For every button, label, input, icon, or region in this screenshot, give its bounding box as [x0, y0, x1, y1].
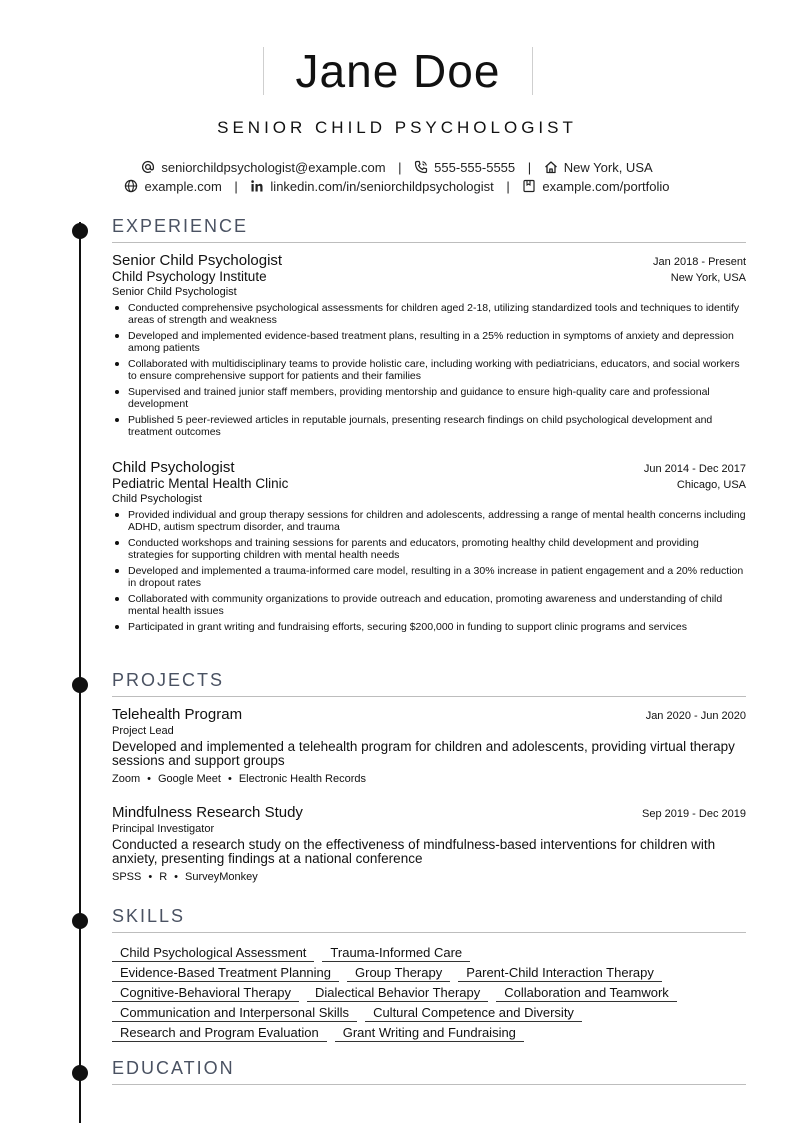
job-role: Child Psychologist	[112, 459, 235, 476]
skill-tag: Cultural Competence and Diversity	[365, 1005, 582, 1022]
project-tag: Electronic Health Records	[238, 773, 366, 785]
contact-row-1	[0, 160, 794, 175]
bullet-item: Participated in grant writing and fundraising efforts, securing $200,000 in funding to support clinic programs and services	[112, 621, 746, 633]
project-tag: Google Meet	[157, 773, 221, 785]
website-link[interactable]: example.com	[144, 179, 222, 194]
separator: |	[234, 179, 238, 194]
job-dates: Jan 2018 - Present	[653, 256, 746, 268]
project-tags: Zoom • Google Meet • Electronic Health Records	[112, 773, 366, 785]
skill-tag: Grant Writing and Fundraising	[335, 1025, 524, 1042]
section-heading-education: EDUCATION	[112, 1058, 746, 1085]
job-bullets	[112, 509, 746, 633]
bullet-item: Conducted workshops and training sessions for parents and educators, promoting healthy child development and providing strategies for supporting children with mental health needs	[112, 537, 746, 561]
job-dates: Jun 2014 - Dec 2017	[643, 463, 746, 475]
skill-tag: Group Therapy	[347, 965, 450, 982]
job-title: SENIOR CHILD PSYCHOLOGIST	[217, 118, 577, 137]
project-name: Telehealth Program	[112, 706, 243, 723]
linkedin-link[interactable]: linkedin.com/in/seniorchildpsychologist	[270, 179, 494, 194]
project-role: Project Lead	[112, 725, 174, 737]
timeline-dot	[72, 677, 88, 693]
project-dates: Sep 2019 - Dec 2019	[642, 808, 746, 820]
at-icon	[141, 160, 155, 174]
section-heading-projects: PROJECTS	[112, 670, 746, 697]
skill-tag: Cognitive-Behavioral Therapy	[112, 985, 299, 1002]
skill-tag: Dialectical Behavior Therapy	[307, 985, 488, 1002]
separator: |	[506, 179, 510, 194]
phone-icon	[414, 160, 428, 174]
contact-row-2	[0, 179, 794, 194]
section-heading-skills: SKILLS	[112, 906, 746, 933]
portfolio-icon	[522, 179, 536, 193]
project-tag: SurveyMonkey	[185, 871, 258, 883]
separator: |	[398, 160, 402, 175]
section-heading-experience: EXPERIENCE	[112, 216, 746, 243]
linkedin-icon	[250, 179, 264, 193]
job-subtitle: Child Psychologist	[112, 493, 202, 505]
timeline-dot	[72, 223, 88, 239]
skill-tag: Communication and Interpersonal Skills	[112, 1005, 357, 1022]
bullet-item: Conducted comprehensive psychological assessments for children aged 2-18, utilizing standardized tools and techniques to identify areas of strength and weakness	[112, 302, 746, 326]
bullet-item: Published 5 peer-reviewed articles in reputable journals, presenting research findings on child psychological development and treatment outcomes	[112, 414, 746, 438]
bullet-item: Collaborated with multidisciplinary teams to provide holistic care, including working with pediatricians, educators, and social workers to ensure comprehensive support for patients and their families	[112, 358, 746, 382]
job-bullets	[112, 302, 746, 438]
skill-tag: Parent-Child Interaction Therapy	[458, 965, 662, 982]
bullet-item: Supervised and trained junior staff members, providing mentorship and guidance to ensure high-quality care and professional development	[112, 386, 746, 410]
portfolio-link[interactable]: example.com/portfolio	[542, 179, 670, 194]
experience-entry	[112, 252, 746, 442]
skills-list	[112, 942, 746, 1042]
email-link[interactable]: seniorchildpsychologist@example.com	[161, 160, 386, 175]
skill-tag: Collaboration and Teamwork	[496, 985, 677, 1002]
phone-link[interactable]: 555-555-5555	[434, 160, 516, 175]
project-entry	[112, 706, 746, 785]
job-organization: Child Psychology Institute	[112, 269, 267, 284]
job-role: Senior Child Psychologist	[112, 252, 283, 269]
job-location: New York, USA	[670, 272, 746, 284]
experience-entry	[112, 459, 746, 637]
job-location: Chicago, USA	[676, 479, 746, 491]
skill-tag: Child Psychological Assessment	[112, 945, 314, 962]
home-icon	[544, 160, 558, 174]
bullet-item: Provided individual and group therapy sessions for children and adolescents, addressing a range of mental health concerns including ADHD, autism spectrum disorder, and trauma	[112, 509, 746, 533]
bullet-item: Collaborated with community organizations to provide outreach and education, promoting awareness and understanding of child mental health issues	[112, 593, 746, 617]
skill-tag: Trauma-Informed Care	[322, 945, 470, 962]
timeline-dot	[72, 913, 88, 929]
project-tag: R	[159, 871, 168, 883]
project-dates: Jan 2020 - Jun 2020	[645, 710, 746, 722]
timeline-line	[79, 222, 81, 1123]
project-name: Mindfulness Research Study	[112, 804, 303, 821]
location-text: New York, USA	[563, 160, 653, 175]
project-role: Principal Investigator	[112, 823, 215, 835]
project-entry	[112, 804, 746, 883]
project-description: Developed and implemented a telehealth program for children and adolescents, providing virtual therapy sessions and support groups	[112, 739, 735, 768]
project-description: Conducted a research study on the effectiveness of mindfulness-based interventions for children with anxiety, presenting findings at a national conference	[112, 837, 716, 866]
project-tags: SPSS • R • SurveyMonkey	[112, 871, 258, 883]
timeline-dot	[72, 1065, 88, 1081]
project-tag: Zoom	[112, 773, 141, 785]
skill-tag: Evidence-Based Treatment Planning	[112, 965, 339, 982]
name-block	[263, 47, 533, 95]
job-organization: Pediatric Mental Health Clinic	[112, 476, 289, 491]
skill-tag: Research and Program Evaluation	[112, 1025, 327, 1042]
separator: |	[527, 160, 532, 175]
bullet-item: Developed and implemented evidence-based treatment plans, resulting in a 25% reduction in symptoms of anxiety and depression among patients	[112, 330, 746, 354]
project-tag: SPSS	[112, 871, 142, 883]
job-subtitle: Senior Child Psychologist	[112, 286, 237, 298]
candidate-name: Jane Doe	[295, 45, 501, 97]
globe-icon	[124, 179, 138, 193]
bullet-item: Developed and implemented a trauma-informed care model, resulting in a 30% increase in patient engagement and a 20% reduction in dropout rates	[112, 565, 746, 589]
